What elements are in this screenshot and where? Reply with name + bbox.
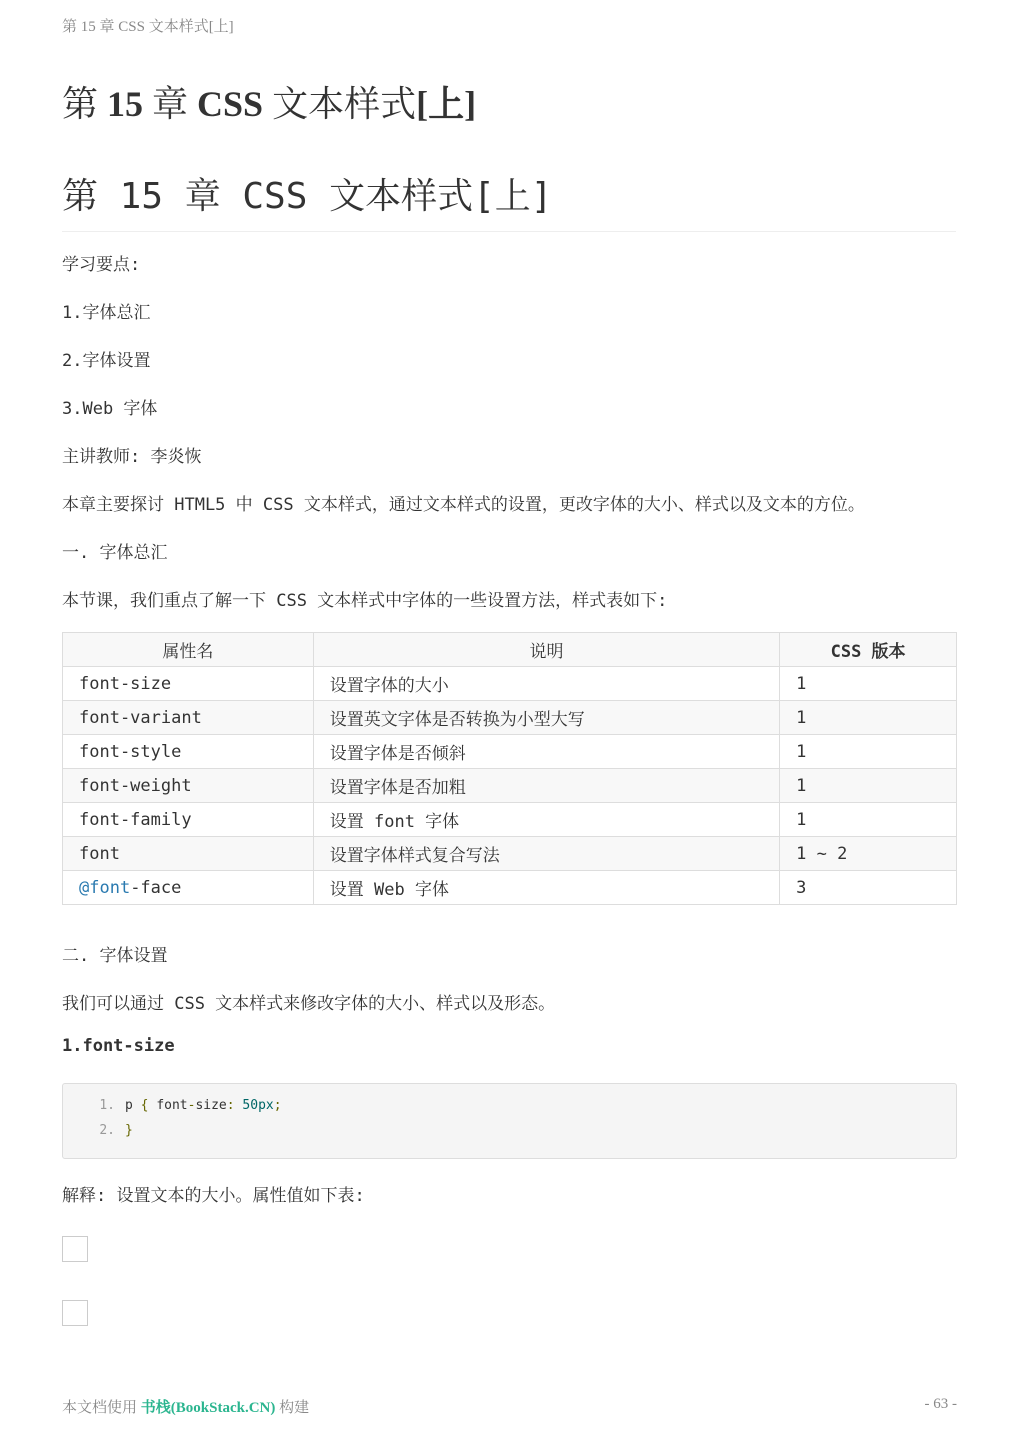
table-row — [63, 769, 957, 803]
cell-description: 设置 Web 字体 — [313, 871, 779, 905]
header-description: 说明 — [313, 633, 779, 667]
para-explain: 解释: 设置文本的大小。属性值如下表: — [62, 1186, 365, 1206]
header-property-name: 属性名 — [63, 633, 314, 667]
footer-suffix: 构建 — [275, 1400, 310, 1416]
table-row — [63, 735, 957, 769]
cell-property — [63, 871, 314, 905]
para-section-2: 二. 字体设置 — [62, 946, 168, 966]
para-point-1: 1.字体总汇 — [62, 303, 151, 323]
cell-property: font-size — [63, 667, 314, 701]
code-line-1 — [63, 1096, 282, 1116]
cell-description: 设置字体的大小 — [313, 667, 779, 701]
line-number: 2. — [99, 1123, 115, 1138]
code-line-2 — [63, 1121, 133, 1141]
para-intro: 本章主要探讨 HTML5 中 CSS 文本样式，通过文本样式的设置，更改字体的大小、样式以及文本的方位。 — [62, 495, 865, 515]
subheading-font-size: 1.font-size — [62, 1036, 175, 1056]
cell-property: font — [63, 837, 314, 871]
table-row — [63, 837, 957, 871]
footer-credit — [62, 1396, 309, 1417]
cell-property: font-weight — [63, 769, 314, 803]
page-number: - 63 - — [924, 1396, 957, 1412]
cell-description: 设置字体样式复合写法 — [313, 837, 779, 871]
line-number: 1. — [99, 1098, 115, 1113]
font-face-suffix: -face — [130, 877, 182, 898]
chapter-title-css: CSS — [197, 84, 264, 124]
table-row — [63, 701, 957, 735]
chapter-title-suffix: 文本样式 — [263, 84, 417, 124]
footer-brand-link[interactable]: 书栈(BookStack.CN) — [140, 1400, 276, 1416]
code-semicolon: ; — [273, 1098, 282, 1113]
code-value: 50px — [242, 1098, 274, 1113]
table-row — [63, 667, 957, 701]
cell-description: 设置字体是否加粗 — [313, 769, 779, 803]
cell-version: 1 — [780, 803, 957, 837]
section-heading: 第 15 章 CSS 文本样式[上] — [62, 168, 956, 232]
code-selector: p — [125, 1098, 133, 1113]
para-teacher: 主讲教师: 李炎恢 — [62, 447, 202, 467]
chapter-title — [62, 76, 476, 127]
para-point-2: 2.字体设置 — [62, 351, 151, 371]
cell-version: 1 — [780, 735, 957, 769]
cell-property: font-style — [63, 735, 314, 769]
chapter-title-bracket: [上] — [416, 84, 477, 124]
code-brace-close: } — [125, 1123, 133, 1138]
chapter-title-num: 15 — [107, 84, 144, 124]
cell-property: font-variant — [63, 701, 314, 735]
table-header-row — [63, 633, 957, 667]
code-colon: : — [226, 1098, 235, 1113]
cell-version: 1 — [780, 769, 957, 803]
header-css-version: CSS 版本 — [780, 633, 957, 667]
code-block — [62, 1083, 957, 1159]
footer-prefix: 本文档使用 — [62, 1400, 141, 1416]
cell-version: 1 ~ 2 — [780, 837, 957, 871]
para-section-1: 一. 字体总汇 — [62, 543, 168, 563]
font-face-link[interactable]: @font — [79, 877, 131, 898]
running-header: 第 15 章 CSS 文本样式[上] — [62, 19, 234, 35]
cell-description: 设置英文字体是否转换为小型大写 — [313, 701, 779, 735]
broken-image-placeholder — [62, 1236, 88, 1262]
para-section-2-intro: 我们可以通过 CSS 文本样式来修改字体的大小、样式以及形态。 — [62, 994, 556, 1014]
cell-description: 设置 font 字体 — [313, 803, 779, 837]
broken-image-placeholder — [62, 1300, 88, 1326]
table-row — [63, 871, 957, 905]
para-study-points: 学习要点: — [62, 255, 141, 275]
cell-version: 1 — [780, 667, 957, 701]
font-properties-table — [62, 632, 957, 905]
cell-description: 设置字体是否倾斜 — [313, 735, 779, 769]
chapter-title-mid: 章 — [143, 84, 198, 124]
chapter-title-prefix: 第 — [62, 84, 108, 124]
cell-property: font-family — [63, 803, 314, 837]
code-property: font — [156, 1098, 188, 1113]
para-point-3: 3.Web 字体 — [62, 399, 158, 419]
table-row — [63, 803, 957, 837]
code-dash: - — [187, 1098, 196, 1113]
para-table-intro: 本节课，我们重点了解一下 CSS 文本样式中字体的一些设置方法，样式表如下: — [62, 591, 668, 611]
cell-version: 1 — [780, 701, 957, 735]
code-property-2: size — [195, 1098, 227, 1113]
code-brace-open: { — [140, 1098, 149, 1113]
cell-version: 3 — [780, 871, 957, 905]
